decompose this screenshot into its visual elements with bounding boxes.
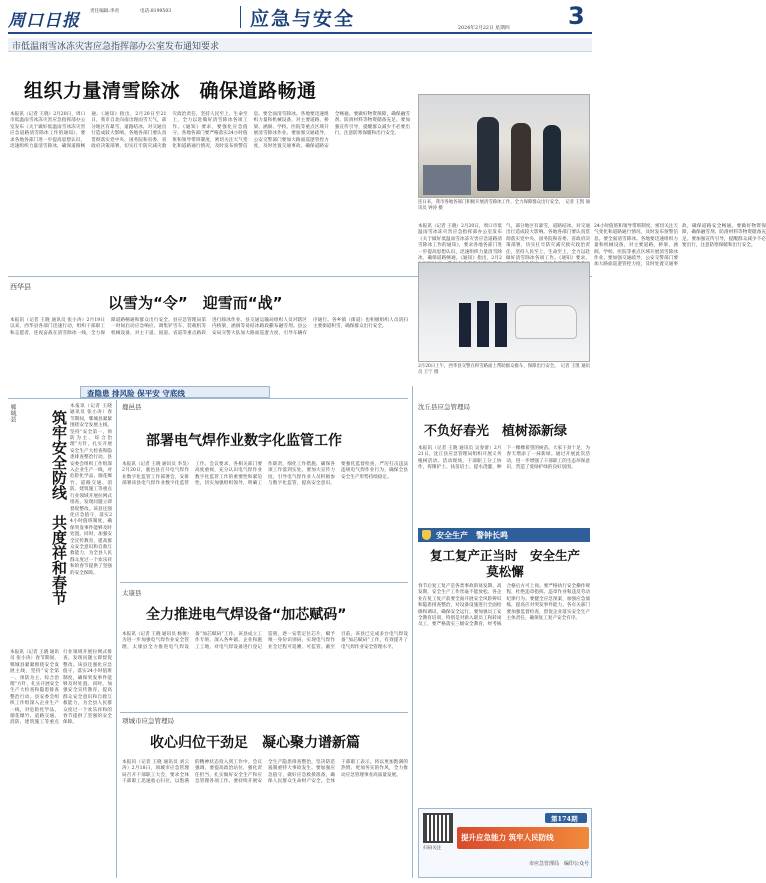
xiangcheng-region: 项城市应急管理局: [122, 717, 174, 725]
dancheng-body-lower: 本报讯（记者 王晓 通讯员 张小涛）春节期间，郸城县紧紧围绕安全发展主线，坚持“安全第一、预防为主、综合治理”方针，扎实开展安全生产大检查和隐患排查整治行动。县安委会组织工作组深入企业生产一线，对危险化学品、烟花爆竹、道路交通、消防、建筑施工等重点行业领域开展拉网式排查，发现问题立即督促整改。该县还强化应急值守，落实24小时值班制度，确保突发事件能够及时处置。同时，加强安全宣传教育，提高群众安全意识和自救互救能力，为全县人民群众度过一个欢乐祥和的春节提供了坚强的安全保障。: [10, 650, 112, 726]
masthead-rule: [8, 32, 592, 34]
xihua-photo-caption: 2月20日上午，西华县交警在积雪路面上帮助群众推车，保障出行安全。 记者 王凯 通讯员 王宁 摄: [418, 364, 590, 375]
page-number: 3: [568, 2, 585, 30]
lead-photo-caption: 连日来，我市各地各部门积极开展清雪除冰工作，全力保障群众出行安全。 记者 王凯 通讯员 钟涛 摄: [418, 200, 590, 211]
column-divider: [412, 386, 413, 878]
lead-kicker: 市低温雨雪冰冻灾害应急指挥部办公室发布通知要求: [12, 42, 220, 52]
date-line: 2024年2月22日 星期四: [458, 26, 510, 31]
promo-box: [418, 808, 592, 878]
photo-desk: [423, 165, 471, 195]
xiangcheng-body: 本报讯（记者 王晓 通讯员 刘云涛）2月18日，项城市应急管理局召开干部职工大会，要求全体干部职工迅速收心归位，以饱满的精神状态投入到工作中。会议强调，要提高政治站位，强化责任担当，扎实做好安全生产和应急管理各项工作。要持续开展安全生产隐患排查整治，坚决防范遏制重特大事故发生。要加强应急值守，做好应急救援准备，确保人民群众生命财产安全。全体干部职工表示，将以更加饱满的热情、更加务实的作风，全力推动应急管理事业高质量发展。: [122, 760, 408, 785]
xihua-photo: [418, 262, 590, 362]
divider: [120, 712, 408, 713]
lead-body: 本报讯（记者 王晓）2月20日，周口市低温雨雪冰冻灾害应急指挥部办公室发布《关于做好低温雨雪冰冻灾害应急道路清雪除冰工作的通知》，要求各地各部门进一步提高思想认识，迅速组织力量清雪除冰，确保道路畅通。《通知》指出，2月20日至21日，我市自北向南出现雨雪天气，部分地区有暴雪，道路结冰，对交通出行造成较大影响。各地各部门要认真贯彻落实党中央、国务院和省委、省政府决策部署，切实扛牢防灾减灾救灾政治责任，坚持人民至上、生命至上，全力以赴做好清雪除冰各项工作。《通知》要求，要强化应急值守。各地各部门要严格落实24小时值班和领导带班制度，密切关注天气变化和道路通行情况，及时发布预警信息。要全面清雪除冰。各地要迅速组织力量和机械设备，对主要道路、桥梁、涵洞、学校、医院等重点区域开展清雪除冰作业。要加强交通疏导，公安交警部门要加大路面巡逻管控力度，及时处置交通事故，确保道路安全畅通。要做好物资保障，确保融雪剂、防滑材料等物资储备充足。要加强宣传引导，提醒群众减少不必要出行，注意防寒保暖和出行安全。: [10, 112, 410, 150]
special-band-label: 查隐患 排风险 保平安 守底线: [87, 389, 185, 398]
photo-figure: [511, 123, 531, 191]
luyi-region: 鹿邑县: [122, 403, 142, 411]
column-divider: [116, 400, 117, 878]
promo-text: 提升应急能力 筑牢人民防线: [461, 833, 554, 842]
dancheng-headline: 筑牢安全防线 共度祥和春节: [50, 410, 68, 605]
qr-code[interactable]: [423, 813, 453, 843]
lead-body-continued: 本报讯（记者 王晓）2月20日，周口市低温雨雪冰冻灾害应急指挥部办公室发布《关于做好低温雨雪冰冻灾害应急道路清雪除冰工作的通知》，要求各地各部门进一步提高思想认识，迅速组织力量清雪除冰，确保道路畅通。《通知》指出，2月2 气，部分地区有暴雪，道路结冰，对交通出行造成较大影响。各地各部门要认真贯彻落实党中央、国务院和省委、省政府决策部署，切实扛牢防灾减灾救灾政治责任，坚持人民至上、生命至上，全力以赴做好清雪除冰各项工作。《通知》要求， 24小时值班和领导带班制度，密切关注天气变化和道路通行情况，及时发布预警信息。要全面清雪除冰。各地要迅速组织力量和机械设备，对主要道路、桥梁、涵洞、学校、医院等重点区域开展清雪除冰作业。要加强交通疏导，公安交警部门要加大路面巡逻管控力度，及时处置交通事故，确保道路安全畅通。要做好物资保障，确保融雪剂、防滑材料等物资储备充足。要加强宣传引导，提醒群众减少不必要出行，注意防寒保暖和出行安全。: [418, 224, 766, 268]
qr-caption: 扫码关注: [423, 846, 442, 851]
lead-headline: 组织力量清雪除冰 确保道路畅通: [24, 80, 317, 102]
xiangcheng-headline: 收心归位干劲足 凝心聚力谱新篇: [150, 735, 360, 751]
taikang-body: 本报讯（记者 王晓 通讯员 杨俊）为进一步加强电气焊作业安全管理，太康县全力推进电气焊设备“加芯赋码”工作。该县成立工作专班，深入各乡镇、企业和施工工地，对电气焊设备进行登记造册，逐一安装定位芯片，赋予唯一身份识别码，实现电气焊作业全过程可追溯、可监管。截至目前，该县已完成多台电气焊设备“加芯赋码”工作，有效提升了电气焊作业安全管理水平。: [122, 632, 408, 650]
photo-figure: [477, 301, 489, 347]
shenqiu-headline: 不负好春光 植树添新绿: [424, 424, 568, 439]
shield-icon: [422, 530, 431, 540]
photo-figure: [543, 125, 561, 191]
divider: [8, 398, 408, 399]
issue-label: 第174期: [551, 815, 578, 823]
photo-figure: [495, 303, 507, 347]
sponsor-label: 市应急管理局 编印公众号: [528, 861, 589, 867]
taikang-region: 太康县: [122, 589, 142, 597]
section-divider: [240, 6, 241, 28]
newspaper-logo: 周口日报: [8, 11, 80, 31]
taikang-headline: 全力推进电气焊设备“加芯赋码”: [146, 607, 347, 623]
promo-banner: [457, 827, 589, 849]
shenqiu-body: 本报讯（记者 王晓 通讯员 吴春蕾）2月21日，沈丘县应急管理局组织开展义务植树活动。活动现场，干部职工分工协作，挥锹铲土、扶苗培土、提水浇灌，种下一棵棵希望的树苗。大家干劲十足，为春天增添了一抹新绿。通过开展此次活动，进一步增强了干部职工的生态环保意识，营造了爱绿护绿的良好氛围。: [418, 446, 590, 471]
dancheng-body: 本报讯（记者 王晓 通讯员 张小涛）春节期间，郸城县紧紧围绕安全发展主线，坚持“安全第一、预防为主、综合治理”方针，扎实开展安全生产大检查和隐患排查整治行动。县安委会组织工作组深入企业生产一线，对危险化学品、烟花爆竹、道路交通、消防、建筑施工等重点行业领域开展拉网式排查，发现问题立即督促整改。该县还强化应急值守，落实24小时值班制度，确保突发事件能够及时处置。同时，加强安全宣传教育，提高群众安全意识和自救互救能力，为全县人民群众度过一个欢乐祥和的春节提供了坚强的安全保障。: [70, 404, 112, 576]
xihua-region: 西华县: [10, 283, 31, 291]
luyi-body: 本报讯（记者 王晓 通讯员 李昊）2月20日，鹿邑县召开电气焊作业数字化监管工作部署会，安排部署该县电气焊作业数字化监管工作。会议要求，各相关部门要高度重视，充分认识电气焊作业数字化监管工作的重要性和紧迫性，切实加强组织领导，明确工作职责，细化工作措施，确保各项工作落到实处。要加大宣传力度，引导电气焊作业人员积极参与数字化监管，提高安全意识。要强化监督检查，严厉打击违法违规电气焊作业行为，确保全县安全生产形势持续稳定。: [122, 462, 408, 487]
editor-label: 责任编辑:李君: [90, 9, 120, 14]
xihua-headline: 以雪为“令” 迎雪而“战”: [108, 294, 283, 312]
phone-label: 电话:8199503: [140, 9, 172, 14]
lead-photo: [418, 94, 590, 198]
divider: [120, 582, 408, 583]
shenqiu-region: 沈丘县应急管理局: [418, 403, 470, 411]
special-band: [80, 386, 270, 398]
fugong-body: 春节后复工复产是各类事故的易发期、高发期，安全生产工作丝毫不能放松。各企业在复工复产前要全面开展安全风险辨识和隐患排查整治，对设备设施进行全面检修和调试，确保安全运行。要加强员工安全教育培训，特别是对新入职员工和转岗员工，要严格落实三级安全教育，经考核合格后方可上岗。要严格执行安全操作规程，杜绝违章指挥、违章作业和违反劳动纪律行为。要健全应急预案，加强应急演练，提高应对突发事件能力。各有关部门要加强监督检查，督促企业落实安全生产主体责任，确保复工复产安全有序。: [418, 584, 590, 628]
dancheng-region: 郸城县: [9, 404, 16, 422]
series-band: [418, 528, 590, 542]
lead-kicker-bar: [8, 38, 592, 52]
issue-badge: [545, 813, 587, 823]
photo-figure: [459, 303, 471, 347]
photo-figure: [477, 117, 499, 191]
section-title: 应急与安全: [250, 8, 356, 30]
masthead: [0, 0, 600, 34]
luyi-headline: 部署电气焊作业数字化监管工作: [146, 433, 342, 449]
fugong-headline: 复工复产正当时 安全生产莫松懈: [430, 548, 581, 579]
xihua-body: 本报讯（记者 王晓 通讯员 张小涛）2月19日以来，西华县各部门迅速行动，组织干部职工和志愿者，连夜奋战在清雪除冰一线，全力保障道路畅通和群众出行安全。县应急管理局第一时间启动应急响应，调集铲雪车、装载机等机械设备，对主干道、国道、省道等重点路段进行除冰作业。县交通运输局组织人员对辖区内桥梁、涵洞等易结冰路段撒布融雪剂。县公安局交警大队加大路面巡逻力度，引导车辆有序通行。各乡镇（街道）也积极组织人员清扫主要街道积雪，确保群众出行安全。: [10, 318, 408, 336]
series-band-label: 安全生产 警钟长鸣: [436, 531, 508, 540]
photo-car: [515, 305, 577, 339]
